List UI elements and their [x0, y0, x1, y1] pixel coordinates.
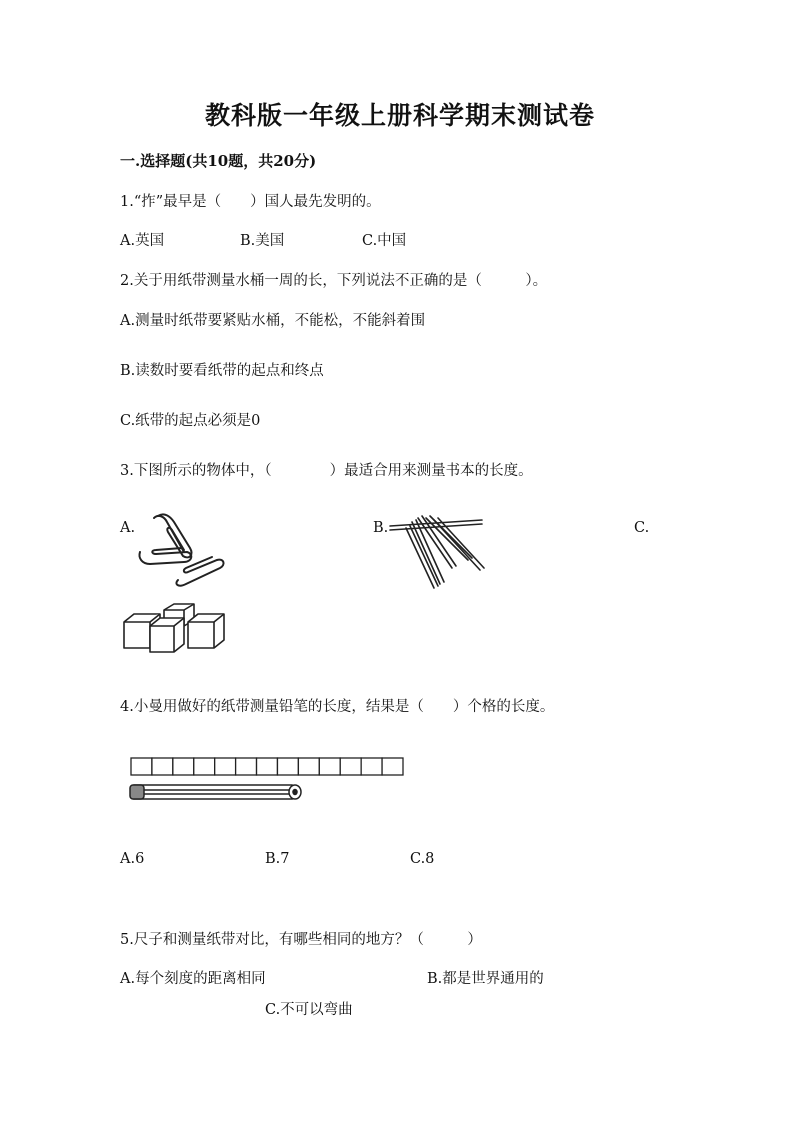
q2-option-a: A.测量时纸带要紧贴水桶，不能松，不能斜着围 [120, 313, 426, 329]
q4-option-c: C.8 [410, 851, 435, 867]
strip-cell [131, 758, 152, 775]
pencil-icon [128, 782, 304, 802]
q5-option-a: A.每个刻度的距离相同 [120, 971, 266, 987]
strip-cell [382, 758, 403, 775]
q1-option-b: B.美国 [240, 233, 285, 249]
question-2: 2.关于用纸带测量水桶一周的长，下列说法不正确的是（ ）。 [120, 273, 548, 289]
strip-cell [173, 758, 194, 775]
q4-option-b: B.7 [265, 851, 290, 867]
section-heading: 一.选择题(共10题，共20分) [120, 152, 317, 170]
strip-cell [236, 758, 257, 775]
strip-cell [215, 758, 236, 775]
q1-option-c: C.中国 [362, 233, 407, 249]
strip-cell [319, 758, 340, 775]
strip-cell [194, 758, 215, 775]
question-3: 3.下图所示的物体中，（ ）最适合用来测量书本的长度。 [120, 463, 533, 479]
q3-option-c: C. [634, 520, 650, 536]
question-5: 5.尺子和测量纸带对比，有哪些相同的地方？（ ） [120, 932, 482, 948]
question-4: 4.小曼用做好的纸带测量铅笔的长度，结果是（ ）个格的长度。 [120, 699, 555, 715]
strip-cell [257, 758, 278, 775]
q2-option-b: B.读数时要看纸带的起点和终点 [120, 363, 324, 379]
strip-cell [152, 758, 173, 775]
q2-option-c: C.纸带的起点必须是0 [120, 413, 261, 429]
paper-strip [130, 757, 404, 777]
page-title: 教科版一年级上册科学期末测试卷 [204, 101, 595, 130]
strip-cell [340, 758, 361, 775]
q3-option-a: A. [120, 520, 136, 536]
cubes-icon [120, 600, 230, 660]
q3-option-b: B. [373, 520, 389, 536]
strip-cell [361, 758, 382, 775]
strip-cell [277, 758, 298, 775]
q4-option-a: A.6 [120, 851, 145, 867]
q1-option-a: A.英国 [120, 233, 165, 249]
question-1: 1.“拃”最早是（ ）国人最先发明的。 [120, 194, 381, 210]
paperclips-icon [134, 510, 230, 586]
strip-cell [298, 758, 319, 775]
q5-option-c: C.不可以弯曲 [265, 1002, 353, 1018]
sticks-icon [382, 510, 486, 590]
q5-option-b: B.都是世界通用的 [427, 971, 544, 987]
